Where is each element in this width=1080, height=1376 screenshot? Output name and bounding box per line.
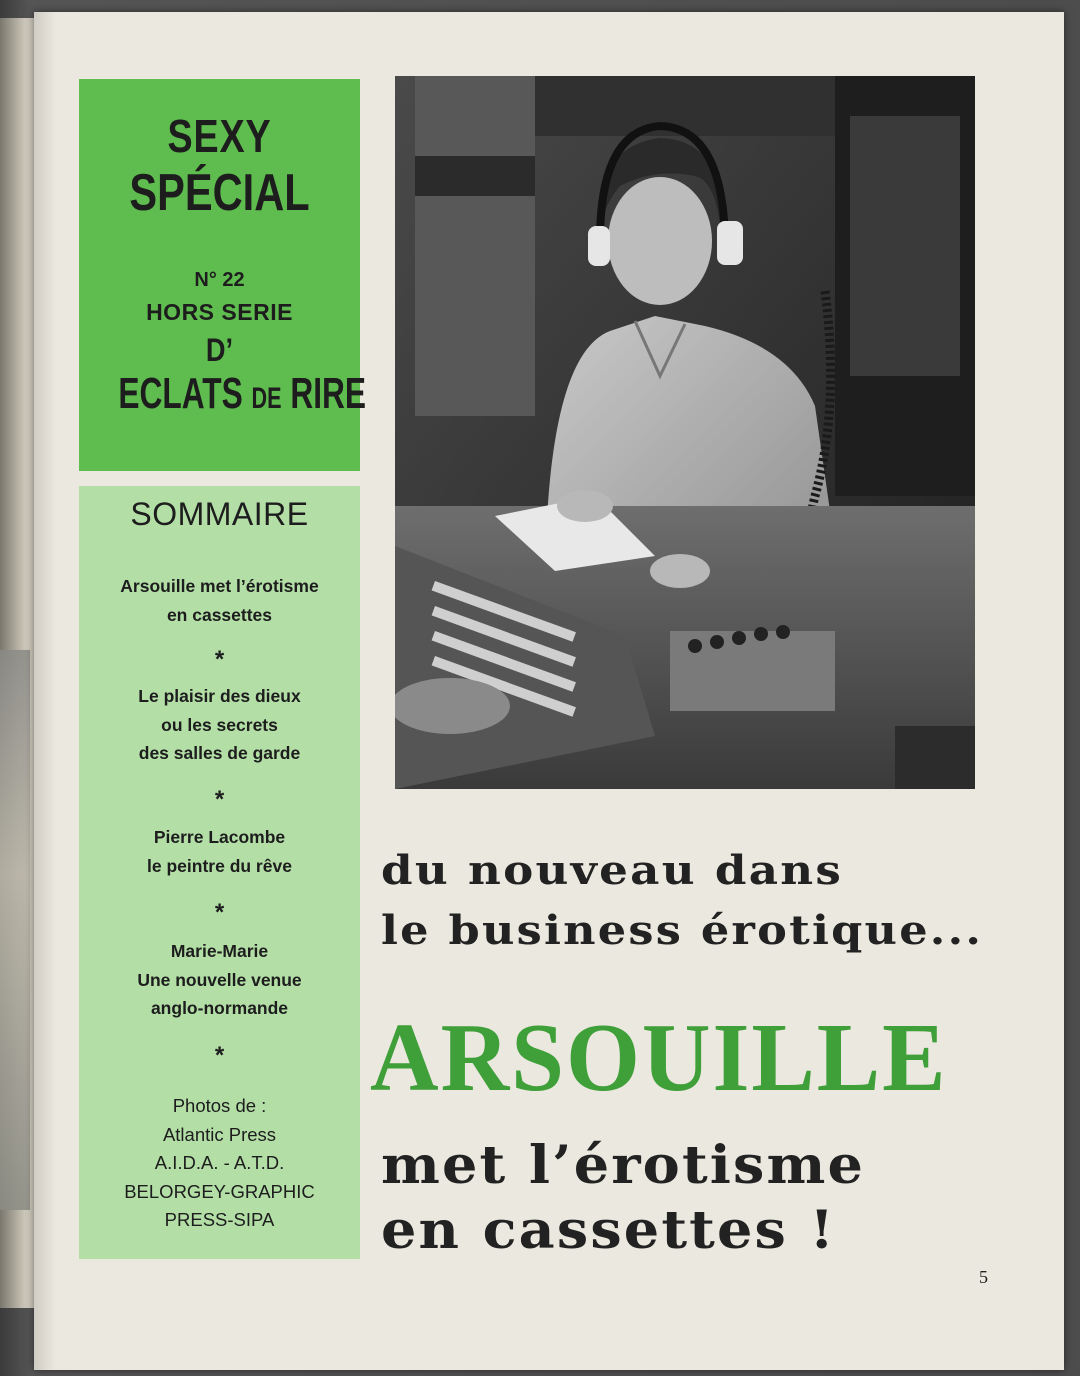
title-box	[79, 79, 367, 471]
credit-line: BELORGEY-GRAPHIC	[124, 1180, 315, 1202]
title-sexy: SEXY	[167, 110, 272, 162]
de-word: DE	[251, 382, 282, 415]
rire-word: RIRE	[281, 369, 367, 418]
summary-item: Le plaisir des dieux ou les secrets des salles de garde	[138, 686, 301, 763]
previous-page-image-edge	[0, 650, 30, 1210]
summary-box	[79, 486, 360, 1259]
summary-separator: *	[214, 786, 225, 813]
headline-line-1: du nouveau dans	[381, 847, 844, 894]
title-eclats-de-rire	[118, 369, 367, 419]
studio-photo	[395, 76, 975, 789]
summary-item: Marie-Marie Une nouvelle venue anglo-normande	[137, 941, 302, 1018]
credit-line: A.I.D.A. - A.T.D.	[154, 1152, 285, 1173]
summary-separator: *	[214, 899, 225, 926]
magazine-page	[34, 12, 1064, 1370]
credit-line: Atlantic Press	[162, 1123, 277, 1145]
photo-credits	[79, 1092, 360, 1235]
headline-line-4: en cassettes !	[381, 1200, 837, 1261]
summary-separator: *	[214, 646, 225, 673]
eclats-word: ECLATS	[118, 369, 252, 418]
credits-label: Photos de :	[172, 1095, 267, 1116]
page-number: 5	[979, 1267, 988, 1287]
credit-line: PRESS-SIPA	[164, 1209, 275, 1230]
photo-illustration	[395, 76, 975, 789]
headline-line-2: le business érotique...	[381, 907, 984, 954]
issue-number: N° 22	[194, 269, 245, 291]
headline-arsouille: ARSOUILLE	[370, 1004, 948, 1112]
hors-serie-label: HORS SERIE	[146, 299, 293, 325]
summary-item: Pierre Lacombe le peintre du rêve	[147, 827, 292, 876]
summary-heading: SOMMAIRE	[130, 496, 309, 532]
summary-item: Arsouille met l’érotisme en cassettes	[120, 576, 319, 625]
title-special: SPÉCIAL	[129, 164, 310, 222]
summary-separator: *	[214, 1042, 225, 1069]
headline-line-3: met l’érotisme	[381, 1135, 866, 1196]
title-d: D’	[205, 332, 234, 368]
